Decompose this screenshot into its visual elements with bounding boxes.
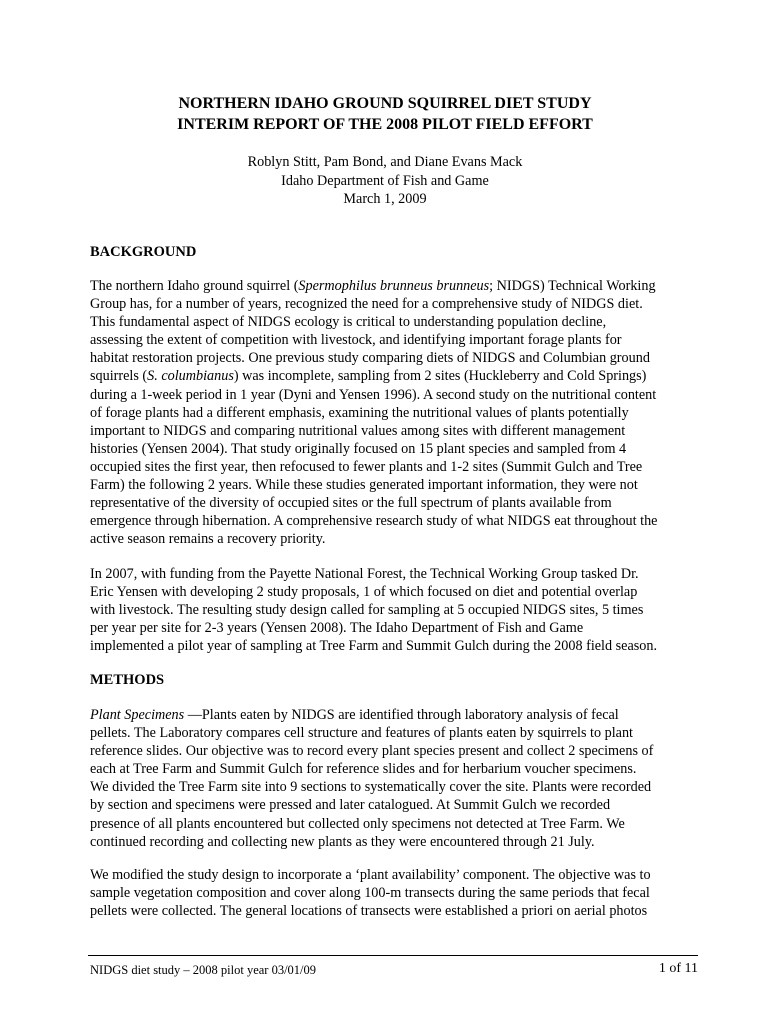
text-line: Group has, for a number of years, recognized the need for a comprehensive study of NIDGS diet. [90, 296, 643, 313]
text-line: during a 1-week period in 1 year (Dyni and Yensen 1996). A second study on the nutritional content [90, 386, 657, 403]
document-title [0, 93, 770, 135]
text-line: presence of all plants encountered but collected only specimens not detected at Tree Farm. We [90, 815, 625, 832]
text-line [90, 706, 710, 724]
text-line: Farm) the following 2 years. While these studies generated important information, they were not [90, 477, 638, 494]
text-line: We modified the study design to incorporate a ‘plant availability’ component. The objective was to [90, 867, 651, 883]
authors-organization: Idaho Department of Fish and Game [281, 172, 489, 189]
text-line: histories (Yensen 2004). That study originally focused on 15 plant species and sampled from 4 [90, 440, 627, 457]
background-paragraph-2 [90, 565, 710, 655]
footer-document-label: NIDGS diet study – 2008 pilot year 03/01/09 [90, 963, 317, 977]
text-line: continued recording and collecting new plants as they were encountered through 21 July. [90, 833, 595, 850]
text-segment: ; NIDGS) Technical Working [489, 278, 656, 294]
text-line: with livestock. The resulting study design called for sampling at 5 occupied NIDGS sites, 5 times [90, 602, 644, 619]
methods-heading: METHODS [90, 672, 165, 688]
text-line: active season remains a recovery priority. [90, 531, 326, 548]
text-line: by section and specimens were pressed and later catalogued. At Summit Gulch we recorded [90, 797, 611, 814]
title-line-1: NORTHERN IDAHO GROUND SQUIRREL DIET STUDY [178, 95, 592, 112]
species-name: S. columbianus [147, 368, 234, 385]
footer-divider [88, 955, 698, 956]
document-date: March 1, 2009 [343, 191, 427, 207]
text-segment: The northern Idaho ground squirrel ( [90, 278, 299, 294]
text-line: of forage plants had a different emphasis, examining the nutritional values of plants potentially [90, 404, 629, 421]
text-line: per year per site for 2-3 years (Yensen 2008). The Idaho Department of Fish and Game [90, 620, 584, 637]
text-line: each at Tree Farm and Summit Gulch for reference slides and for herbarium voucher specimens. [90, 761, 637, 778]
page-number: 1 of 11 [658, 961, 698, 976]
text-segment: squirrels ( [90, 368, 148, 385]
text-line: pellets. The Laboratory compares cell structure and features of plants eaten by squirrels to plant [90, 725, 634, 742]
text-line: pellets were collected. The general locations of transects were established a priori on aerial photos [90, 903, 648, 920]
methods-paragraph-2 [90, 866, 710, 920]
species-name: Spermophilus brunneus brunneus [298, 278, 490, 294]
text-line [90, 367, 710, 385]
text-line [90, 277, 710, 295]
background-heading: BACKGROUND [90, 244, 197, 260]
text-segment: —Plants eaten by NIDGS are identified through laboratory analysis of fecal [184, 707, 619, 723]
text-line: emergence through hibernation. A comprehensive research study of what NIDGS eat throughout the [90, 513, 658, 530]
text-segment: ) was incomplete, sampling from 2 sites (Huckleberry and Cold Springs) [233, 368, 647, 385]
text-line: occupied sites the first year, then refocused to fewer plants and 1-2 sites (Summit Gulch and Tree [90, 458, 643, 475]
subsection-title: Plant Specimens [90, 707, 185, 723]
text-line: implemented a pilot year of sampling at Tree Farm and Summit Gulch during the 2008 field season. [90, 638, 658, 655]
text-line: Eric Yensen with developing 2 study proposals, 1 of which focused on diet and potential overlap [90, 584, 638, 601]
title-line-2: INTERIM REPORT OF THE 2008 PILOT FIELD EFFORT [177, 116, 593, 133]
text-line: assessing the extent of competition with livestock, and identifying important forage plants for [90, 332, 622, 349]
text-line: representative of the diversity of occupied sites or the full spectrum of plants available from [90, 495, 612, 512]
text-line: important to NIDGS and comparing nutritional values among sites with different management [90, 422, 626, 439]
text-line: We divided the Tree Farm site into 9 sections to systematically cover the site. Plants were recorded [90, 779, 652, 796]
authors-names: Roblyn Stitt, Pam Bond, and Diane Evans Mack [247, 154, 523, 170]
methods-paragraph-1 [90, 706, 710, 851]
text-line: In 2007, with funding from the Payette National Forest, the Technical Working Group tasked Dr. [90, 566, 639, 582]
text-line: sample vegetation composition and cover along 100-m transects during the same periods that fecal [90, 885, 650, 902]
background-paragraph-1 [90, 277, 710, 548]
text-line: reference slides. Our objective was to record every plant species present and collect 2 specimens of [90, 743, 654, 760]
text-line: habitat restoration projects. One previous study comparing diets of NIDGS and Columbian ground [90, 350, 650, 367]
text-line: This fundamental aspect of NIDGS ecology is critical to understanding population decline, [90, 314, 607, 331]
author-block [0, 153, 770, 209]
